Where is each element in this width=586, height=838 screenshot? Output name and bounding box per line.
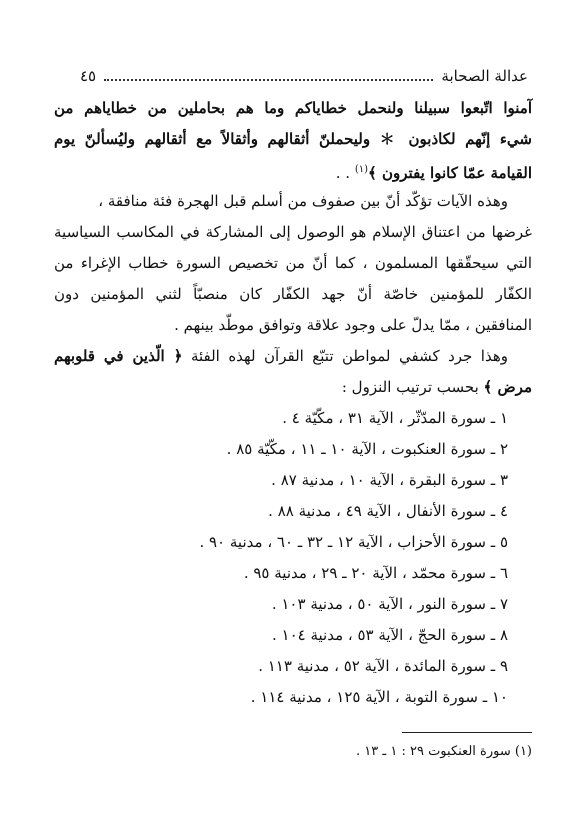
list-item: ٢ ـ سورة العنكبوت ، الآية ١٠ ـ ١١ ، مكّيّة ٨٥ . xyxy=(226,440,508,458)
intro-line-1-text: وهذا جرد كشفي لمواطن تتبّع القرآن لهذه الفئة xyxy=(182,347,508,365)
footnote-divider xyxy=(402,732,532,733)
intro-line-1 xyxy=(54,345,508,367)
list-item: ٤ ـ سورة الأنفال ، الآية ٤٩ ، مدنية ٨٨ . xyxy=(268,502,508,520)
body-line: المنافقين ، ممّا يدلّ على وجود علاقة وتوافق موطّد بينهم . xyxy=(174,316,532,334)
list-item: ٥ ـ سورة الأحزاب ، الآية ١٢ ـ ٣٢ ـ ٦٠ ، مدنية ٩٠ . xyxy=(199,533,508,551)
chapter-title: عدالة الصحابة xyxy=(441,67,528,85)
body-line: غرضها من اعتناق الإسلام هو الوصول إلى المشاركة في المكاسب السياسية xyxy=(54,223,532,241)
intro-line-2-text: بحسب ترتيب النزول : xyxy=(341,378,484,396)
list-item: ١٠ ـ سورة التوبة ، الآية ١٢٥ ، مدنية ١١٤ . xyxy=(250,688,508,706)
footnote: (١) سورة العنكبوت ٢٩ : ١ ـ ١٣ . xyxy=(356,744,532,759)
list-item: ٩ ـ سورة المائدة ، الآية ٥٢ ، مدنية ١١٣ . xyxy=(258,657,508,675)
list-item: ٦ ـ سورة محمّد ، الآية ٢٠ ـ ٢٩ ، مدنية ٩٥ . xyxy=(243,564,508,582)
quote-line-3 xyxy=(336,159,532,184)
page-number: ٤٥ xyxy=(80,67,97,85)
footnote-mark: (١) xyxy=(354,164,368,175)
quote-line-3-text: القيامة عمّا كانوا يفترون ﴾ xyxy=(368,164,532,182)
quote-line-3-end: . . xyxy=(335,164,355,182)
header-dot-leader xyxy=(104,79,433,81)
body-line: الكفّار للمؤمنين خاصّة أنّ جهد الكفّار كان منصبّاً لثني المؤمنين دون xyxy=(54,285,532,303)
body-line: وهذه الآيات تؤكّد أنّ بين صفوف من أسلم قبل الهجرة فئة منافقة ، xyxy=(98,192,508,210)
running-header xyxy=(80,66,528,86)
quote-line-1: آمنوا اتّبعوا سبيلنا ولنحمل خطاياكم وما هم بحاملين من خطاياهم من xyxy=(54,99,532,117)
quote-line-2: شيء إنّهم لكاذبون ＊ وليحملنّ أثقالهم وأثقالاً مع أثقالهم وليُسألنّ يوم xyxy=(54,130,532,148)
list-item: ٣ ـ سورة البقرة ، الآية ١٠ ، مدنية ٨٧ . xyxy=(271,471,508,489)
list-item: ١ ـ سورة المدّثّر ، الآية ٣١ ، مكّيّة ٤ . xyxy=(282,409,508,427)
intro-line-1-quote: ﴿ الّذين في قلوبهم xyxy=(54,347,183,365)
intro-line-2 xyxy=(342,376,532,398)
list-item: ٨ ـ سورة الحجّ ، الآية ٥٣ ، مدنية ١٠٤ . xyxy=(271,626,508,644)
intro-line-2-quote: مرض ﴾ xyxy=(483,378,532,396)
list-item: ٧ ـ سورة النور ، الآية ٥٠ ، مدنية ١٠٣ . xyxy=(271,595,508,613)
body-line: التي سيحقّقها المسلمون ، كما أنّ من تخصيص السورة خطاب الإغراء من xyxy=(54,254,532,272)
